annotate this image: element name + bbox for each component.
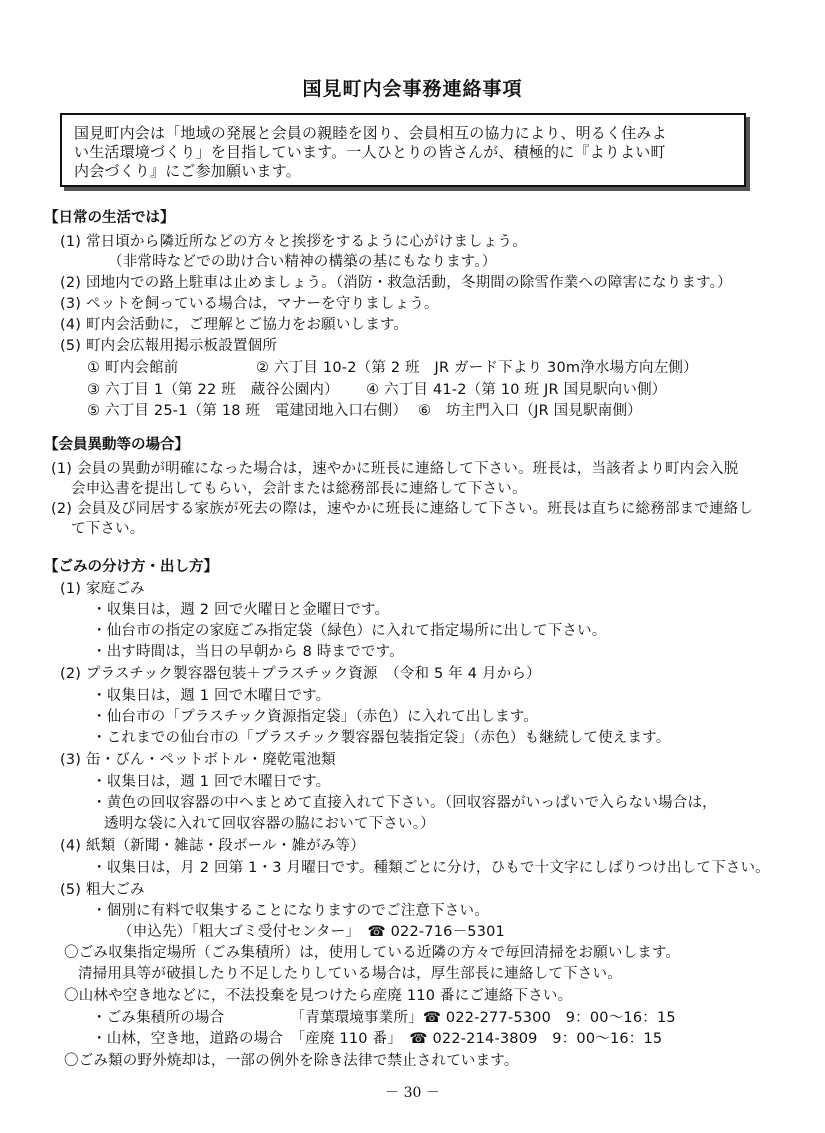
board-location: ⑤ 六丁目 25-1（第 18 班 電建団地入口右側） bbox=[87, 403, 408, 419]
list-item: ・出す時間は，当日の早朝から 8 時までです。 bbox=[92, 644, 404, 660]
list-item: ・収集日は，月 2 回第 1・3 月曜日です。種類ごとに分け，ひもで十文字にしばりつけ出して下さい。 bbox=[92, 860, 770, 876]
list-item: ・収集日は，週 2 回で火曜日と金曜日です。 bbox=[92, 602, 390, 618]
list-item: (3) 缶・びん・ペットボトル・廃乾電池類 bbox=[60, 752, 336, 768]
list-item: ・黄色の回収容器の中へまとめて直接入れて下さい。（回収容器がいっぱいで入らない場合は， bbox=[92, 795, 717, 811]
board-location: ③ 六丁目 1（第 22 班 蔵谷公園内） bbox=[87, 382, 339, 398]
section-heading-daily-life: 【日常の生活では】 bbox=[44, 210, 175, 226]
page-number: － 30 － bbox=[385, 1085, 440, 1101]
list-item: 清掃用具等が破損したり不足したりしている場合は，厚生部長に連絡して下さい。 bbox=[78, 966, 622, 982]
list-item: ・収集日は，週 1 回で木曜日です。 bbox=[92, 774, 331, 790]
board-location: ② 六丁目 10-2（第 2 班 JR ガード下より 30m浄水場方向左側） bbox=[256, 360, 698, 376]
list-item: (2) 団地内での路上駐車は止めましょう。（消防・救急活動，冬期間の除雪作業への障害になります。） bbox=[60, 275, 732, 291]
intro-line: い生活環境づくり」を目指しています。一人ひとりの皆さんが、積極的に『よりよい町 bbox=[74, 143, 666, 161]
contact-line: （申込先）「粗大ゴミ受付センター」 ☎ 022-716－5301 bbox=[118, 924, 505, 940]
list-item: (2) プラスチック製容器包装＋プラスチック資源 （令和 5 年 4 月から） bbox=[60, 666, 541, 682]
list-item: て下さい。 bbox=[71, 521, 145, 537]
list-item: 会申込書を提出してもらい，会計または総務部長に連絡して下さい。 bbox=[71, 481, 527, 497]
list-item: (4) 町内会活動に，ご理解とご協力をお願いします。 bbox=[60, 317, 409, 333]
intro-line: 内会づくり』にご参加願います。 bbox=[74, 162, 301, 180]
list-item: ・個別に有料で収集することになりますのでご注意下さい。 bbox=[92, 903, 489, 919]
page-title: 国見町内会事務連絡事項 bbox=[302, 78, 523, 100]
board-location: ⑥ 坊主門入口（JR 国見駅南側） bbox=[418, 403, 642, 419]
board-location: ④ 六丁目 41-2（第 10 班 JR 国見駅向い側） bbox=[366, 382, 667, 398]
list-item: 〇ごみ収集指定場所（ごみ集積所）は，使用している近隣の方々で毎回清掃をお願いします。 bbox=[64, 945, 681, 961]
list-item: ・仙台市の指定の家庭ごみ指定袋（緑色）に入れて指定場所に出して下さい。 bbox=[92, 623, 607, 639]
list-item: (3) ペットを飼っている場合は，マナーを守りましょう。 bbox=[60, 296, 439, 312]
section-heading-member-changes: 【会員異動等の場合】 bbox=[44, 437, 189, 453]
list-item: (5) 町内会広報用掲示板設置個所 bbox=[60, 338, 278, 354]
intro-box bbox=[60, 113, 746, 187]
list-item: 〇ごみ類の野外焼却は，一部の例外を除き法律で禁止されています。 bbox=[64, 1053, 519, 1069]
list-item: (1) 家庭ごみ bbox=[60, 581, 145, 597]
contact-line: ・ごみ集積所の場合 「青葉環境事業所」☎ 022-277-5300 9：00～16：15 bbox=[92, 1010, 676, 1026]
list-item: 〇山林や空き地などに，不法投棄を見つけたら産廃 110 番にご連絡下さい。 bbox=[64, 988, 573, 1004]
list-item: (1) 会員の異動が明確になった場合は，速やかに班長に連絡して下さい。班長は，当該者より町内会入脱 bbox=[51, 461, 739, 477]
list-item: ・これまでの仙台市の「プラスチック製容器包装指定袋」（赤色）も継続して使えます。 bbox=[92, 730, 671, 746]
board-location: ① 町内会館前 bbox=[87, 360, 179, 376]
list-item: (4) 紙類（新聞・雑誌・段ボール・雑がみ等） bbox=[60, 838, 365, 854]
list-item: （非常時などでの助け合い精神の構築の基にもなります。） bbox=[108, 254, 497, 270]
list-item: ・仙台市の「プラスチック資源指定袋」（赤色）に入れて出します。 bbox=[92, 709, 539, 725]
list-item: 透明な袋に入れて回収容器の脇において下さい。） bbox=[104, 816, 435, 832]
list-item: (2) 会員及び同居する家族が死去の際は，速やかに班長に連絡して下さい。班長は直ちに総務部まで連絡し bbox=[51, 501, 754, 517]
list-item: (5) 粗大ごみ bbox=[60, 882, 145, 898]
section-heading-garbage: 【ごみの分け方・出し方】 bbox=[44, 559, 218, 575]
intro-line: 国見町内会は「地域の発展と会員の親睦を図り、会員相互の協力により、明るく住みよ bbox=[74, 124, 667, 142]
list-item: (1) 常日頃から隣近所などの方々と挨拶をするように心がけましょう。 bbox=[60, 234, 527, 250]
list-item: ・収集日は，週 1 回で木曜日です。 bbox=[92, 688, 331, 704]
contact-line: ・山林，空き地，道路の場合 「産廃 110 番」 ☎ 022-214-3809 9：00～16：15 bbox=[92, 1031, 663, 1047]
